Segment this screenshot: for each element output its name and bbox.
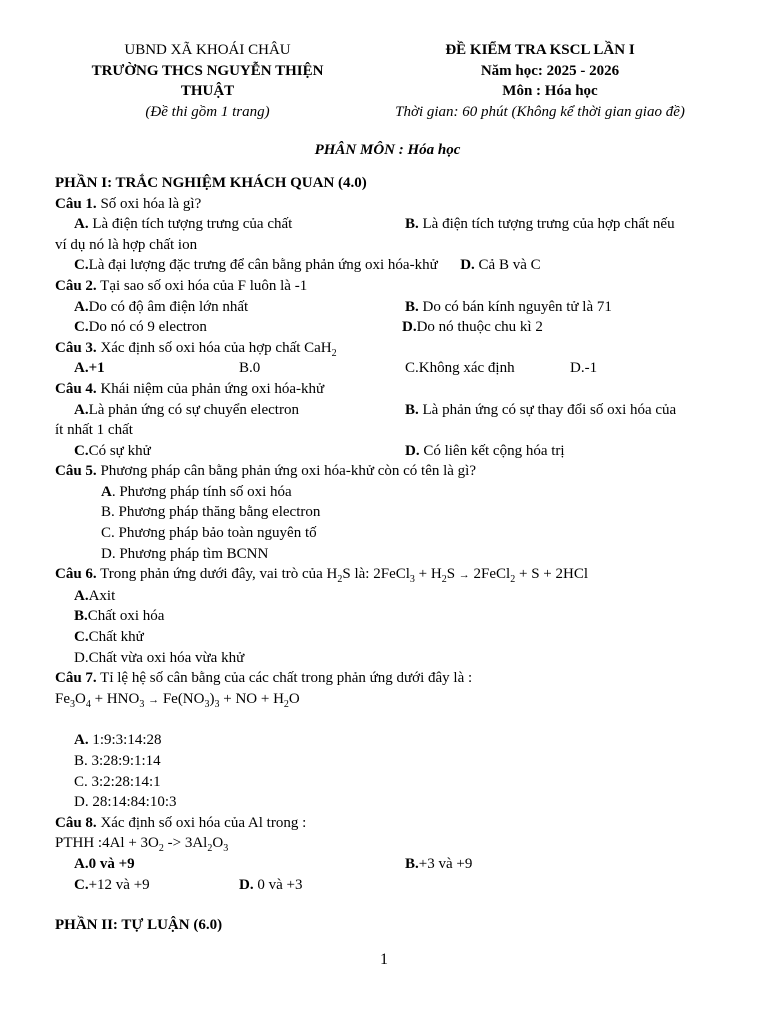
- q6-a-label: A.: [74, 587, 89, 604]
- q3-label: Câu 3.: [55, 339, 97, 356]
- exam-title: ĐỀ KIỂM TRA KSCL LẦN I: [445, 42, 635, 58]
- q8-eq-2: -> 3Al: [163, 835, 208, 852]
- q1-label: Câu 1.: [55, 195, 97, 212]
- q7-option-a-text: 1:9:3:14:28: [88, 732, 162, 749]
- q7-sub-5: 3: [214, 698, 220, 710]
- q8-c-label: C.: [74, 876, 89, 893]
- q5-option-d: D. Phương pháp tìm BCNN: [101, 545, 269, 562]
- question-6: [55, 564, 720, 586]
- q8-sub-3: 3: [223, 843, 229, 855]
- q6-label: Câu 6.: [55, 566, 97, 583]
- q1-option-c: Là đại lượng đặc trưng để cân bằng phản ứng oxi hóa-khử: [88, 257, 438, 274]
- q1-option-a: Là điện tích tượng trưng của chất: [88, 216, 293, 233]
- q2-option-c: Do nó có 9 electron: [88, 319, 207, 336]
- q7-option-c: C. 3:2:28:14:1: [74, 773, 161, 790]
- q3-option-c: Không xác định: [418, 360, 515, 377]
- q4-c-label: C.: [74, 442, 89, 459]
- q7-eq-7: + NO + H: [219, 690, 284, 707]
- q2-options-cd: [55, 317, 720, 338]
- q7-text: Tỉ lệ hệ số cân bằng của các chất trong phản ứng dưới đây là :: [96, 670, 473, 687]
- subject-subtitle: PHÂN MÔN : Hóa học: [314, 142, 461, 159]
- q6-text3: + H: [414, 566, 442, 583]
- q7-sub-2: 4: [85, 698, 91, 710]
- q7-eq-3: + HNO: [90, 690, 140, 707]
- q3-option-a: A.+1: [74, 360, 105, 377]
- q1-options-cd: [55, 255, 720, 276]
- question-5: [55, 461, 720, 482]
- q1-d-label: D.: [460, 257, 475, 274]
- q2-options-ab: [55, 297, 720, 318]
- school-name: TRƯỜNG THCS NGUYỄN THIỆN: [91, 62, 324, 79]
- arrow-icon: →: [458, 569, 470, 582]
- q8-text: Xác định số oxi hóa của Al trong :: [96, 814, 307, 831]
- q6-sub-c: 2: [441, 574, 447, 586]
- q4-option-d: Có liên kết cộng hóa trị: [419, 442, 565, 459]
- q8-option-a: A.0 và +9: [74, 855, 135, 872]
- q8-option-d: 0 và +3: [253, 876, 303, 893]
- page-number: 1: [380, 951, 388, 968]
- q6-sub-d: 2: [510, 574, 516, 586]
- q7-equation: [55, 689, 720, 711]
- q3-text: Xác định số oxi hóa của hợp chất CaH: [96, 339, 332, 356]
- q4-option-b-cont: ít nhất 1 chất: [55, 422, 133, 439]
- page-count-note: (Đề thi gồm 1 trang): [145, 103, 270, 120]
- q6-option-a: [55, 586, 720, 607]
- q6-option-d: D.Chất vừa oxi hóa vừa khử: [74, 649, 245, 666]
- q2-b-label: B.: [405, 298, 419, 315]
- q4-option-b: Là phản ứng có sự thay đổi số oxi hóa của: [418, 401, 677, 418]
- q1-a-label: A.: [74, 216, 89, 233]
- q2-label: Câu 2.: [55, 277, 97, 294]
- q4-options-ab: [55, 400, 720, 421]
- q3-option-d: D.-1: [570, 360, 598, 377]
- part1-title: PHẦN I: TRẮC NGHIỆM KHÁCH QUAN (4.0): [55, 174, 367, 191]
- q6-option-b: [55, 606, 720, 627]
- q7-label: Câu 7.: [55, 670, 97, 687]
- q3-sub: 2: [331, 347, 337, 359]
- q7-sub-1: 3: [70, 698, 75, 710]
- q2-a-label: A.: [74, 298, 89, 315]
- q8-b-label: B.: [405, 855, 419, 872]
- q6-option-b-text: Chất oxi hóa: [87, 608, 165, 625]
- q6-text6: + S + 2HCl: [515, 566, 589, 583]
- q3-c-label: C.: [405, 360, 419, 377]
- q7-a-label: A.: [74, 732, 89, 749]
- q8-d-label: D.: [239, 876, 254, 893]
- q6-text: Trong phản ứng dưới đây, vai trò của H: [96, 566, 338, 583]
- q2-option-b: Do có bán kính nguyên tử là 71: [418, 298, 612, 315]
- q6-option-a-text: Axit: [88, 587, 116, 604]
- q1-option-b: Là điện tích tượng trưng của hợp chất nếu: [418, 216, 675, 233]
- q7-option-a: [55, 730, 720, 751]
- question-1: [55, 194, 720, 215]
- q7-eq-8: O: [288, 690, 300, 707]
- exam-header: [55, 40, 720, 122]
- q6-text4: S: [446, 566, 459, 583]
- q7-sub-3: 3: [139, 698, 145, 710]
- q6-sub-b: 3: [409, 574, 415, 586]
- q5-a-label: A: [101, 483, 112, 500]
- q1-options-ab: [55, 214, 720, 235]
- question-4: [55, 379, 720, 400]
- q4-d-label: D.: [405, 442, 420, 459]
- q4-option-a: Là phản ứng có sự chuyển electron: [88, 401, 299, 418]
- arrow-icon: →: [148, 693, 160, 706]
- q2-option-d: Do nó thuộc chu kì 2: [416, 319, 543, 336]
- q8-eq-3: O: [212, 835, 224, 852]
- q5-option-a: [55, 482, 720, 503]
- q6-option-c: [55, 627, 720, 648]
- district-name: UBND XÃ KHOÁI CHÂU: [124, 42, 291, 58]
- q6-text2: S là: 2FeCl: [342, 566, 410, 583]
- question-3: [55, 338, 720, 359]
- exam-page: [55, 40, 720, 936]
- q3-options: [55, 358, 720, 379]
- q8-option-c: +12 và +9: [88, 876, 150, 893]
- q5-option-c: C. Phương pháp bảo toàn nguyên tố: [101, 525, 317, 542]
- q6-text5: 2FeCl: [469, 566, 511, 583]
- q5-label: Câu 5.: [55, 463, 97, 480]
- q5-option-b: B. Phương pháp thăng bằng electron: [101, 504, 321, 521]
- q7-option-d: D. 28:14:84:10:3: [74, 794, 177, 811]
- subject: Môn : Hóa học: [502, 83, 598, 100]
- q8-equation: [55, 833, 720, 854]
- duration: Thời gian: 60 phút (Không kể thời gian giao đề): [395, 103, 685, 120]
- part2-title: PHẦN II: TỰ LUẬN (6.0): [55, 917, 223, 934]
- q6-option-c-text: Chất khử: [88, 629, 144, 646]
- q2-d-label: D.: [402, 319, 417, 336]
- q6-b-label: B.: [74, 608, 88, 625]
- q1-c-label: C.: [74, 257, 89, 274]
- q8-label: Câu 8.: [55, 814, 97, 831]
- school-block: [55, 40, 360, 122]
- q7-sub-6: 2: [283, 698, 289, 710]
- q4-option-c: Có sự khử: [88, 442, 151, 459]
- q2-text: Tại sao số oxi hóa của F luôn là -1: [96, 277, 308, 294]
- q8-eq-1: PTHH :4Al + 3O: [55, 835, 159, 852]
- q6-c-label: C.: [74, 629, 89, 646]
- q4-a-label: A.: [74, 401, 89, 418]
- school-name-cont: THUẬT: [180, 83, 235, 100]
- q7-sub-4: 3: [204, 698, 210, 710]
- q7-eq-5: Fe(NO: [159, 690, 205, 707]
- q8-options-cd: [55, 875, 720, 896]
- q1-option-d: Cả B và C: [474, 257, 541, 274]
- q3-option-b: B.0: [239, 360, 261, 377]
- q7-option-b: B. 3:28:9:1:14: [74, 753, 161, 769]
- question-2: [55, 276, 720, 297]
- q4-b-label: B.: [405, 401, 419, 418]
- q8-sub-1: 2: [158, 843, 164, 855]
- q1-text: Số oxi hóa là gì?: [96, 195, 202, 212]
- q7-eq-1: Fe: [55, 690, 70, 707]
- q2-c-label: C.: [74, 319, 89, 336]
- q7-eq-6: ): [209, 690, 215, 707]
- q4-options-cd: [55, 441, 720, 462]
- q2-option-a: Do có độ âm điện lớn nhất: [88, 298, 249, 315]
- q4-label: Câu 4.: [55, 380, 97, 397]
- spacer: [55, 710, 720, 730]
- q5-option-a-text: . Phương pháp tính số oxi hóa: [111, 483, 292, 500]
- q1-option-b-cont: ví dụ nó là hợp chất ion: [55, 236, 198, 253]
- q8-options-ab: [55, 854, 720, 875]
- question-8: [55, 813, 720, 834]
- question-7: [55, 668, 720, 689]
- q4-text: Khái niệm của phản ứng oxi hóa-khử: [96, 380, 325, 397]
- q8-option-b: +3 và +9: [418, 855, 473, 872]
- q7-eq-2: O: [75, 690, 86, 707]
- q1-b-label: B.: [405, 216, 419, 233]
- school-year: Năm học: 2025 - 2026: [480, 62, 620, 79]
- q5-text: Phương pháp cân bằng phản ứng oxi hóa-khử còn có tên là gì?: [96, 463, 477, 480]
- exam-info-block: [360, 40, 720, 122]
- q6-sub-a: 2: [337, 574, 343, 586]
- q8-sub-2: 2: [207, 843, 213, 855]
